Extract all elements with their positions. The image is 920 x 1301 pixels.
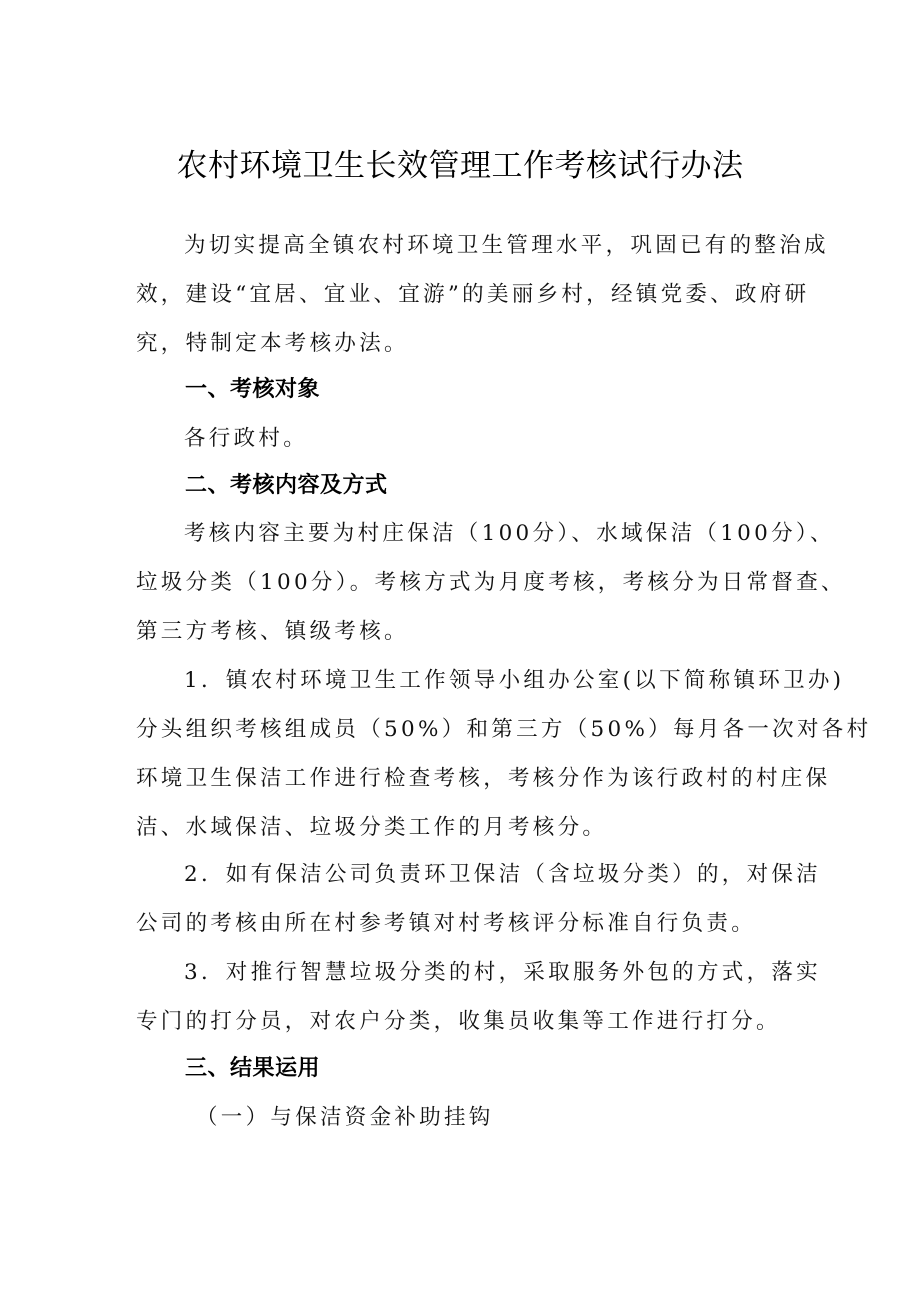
section1-body: 各行政村。 xyxy=(184,426,309,451)
section2-para1-line-3: 第三方考核、镇级考核。 xyxy=(136,619,409,644)
item1-line-3: 环境卫生保洁工作进行检查考核，考核分作为该行政村的村庄保 xyxy=(136,766,831,791)
item3-line-1: 3．对推行智慧垃圾分类的村，采取服务外包的方式，落实 xyxy=(184,960,821,985)
section-heading-1: 一、考核对象 xyxy=(185,377,321,402)
intro-line-3: 究，特制定本考核办法。 xyxy=(136,331,409,356)
section-heading-2: 二、考核内容及方式 xyxy=(185,473,388,498)
section2-para1-line-1: 考核内容主要为村庄保洁（100分）、水域保洁（100分）、 xyxy=(184,521,835,546)
item1-line-4: 洁、水域保洁、垃圾分类工作的月考核分。 xyxy=(136,815,608,840)
document-title: 农村环境卫生长效管理工作考核试行办法 xyxy=(176,148,744,184)
section2-para1-line-2: 垃圾分类（100分）。考核方式为月度考核，考核分为日常督查、 xyxy=(136,570,846,595)
intro-line-1: 为切实提高全镇农村环境卫生管理水平，巩固已有的整治成 xyxy=(184,233,829,258)
item2-line-2: 公司的考核由所在村参考镇对村考核评分标准自行负责。 xyxy=(136,911,757,936)
section-heading-3: 三、结果运用 xyxy=(185,1056,321,1081)
item1-line-1: 1．镇农村环境卫生工作领导小组办公室(以下简称镇环卫办) xyxy=(184,668,845,693)
intro-line-2: 效，建设“宜居、宜业、宜游”的美丽乡村，经镇党委、政府研 xyxy=(136,282,810,307)
item3-line-2: 专门的打分员，对农户分类，收集员收集等工作进行打分。 xyxy=(136,1009,781,1034)
item1-line-2: 分头组织考核组成员（50%）和第三方（50%）每月各一次对各村 xyxy=(136,717,872,742)
item2-line-1: 2．如有保洁公司负责环卫保洁（含垃圾分类）的，对保洁 xyxy=(184,862,821,887)
section3-subheading-1: （一）与保洁资金补助挂钩 xyxy=(196,1105,494,1130)
